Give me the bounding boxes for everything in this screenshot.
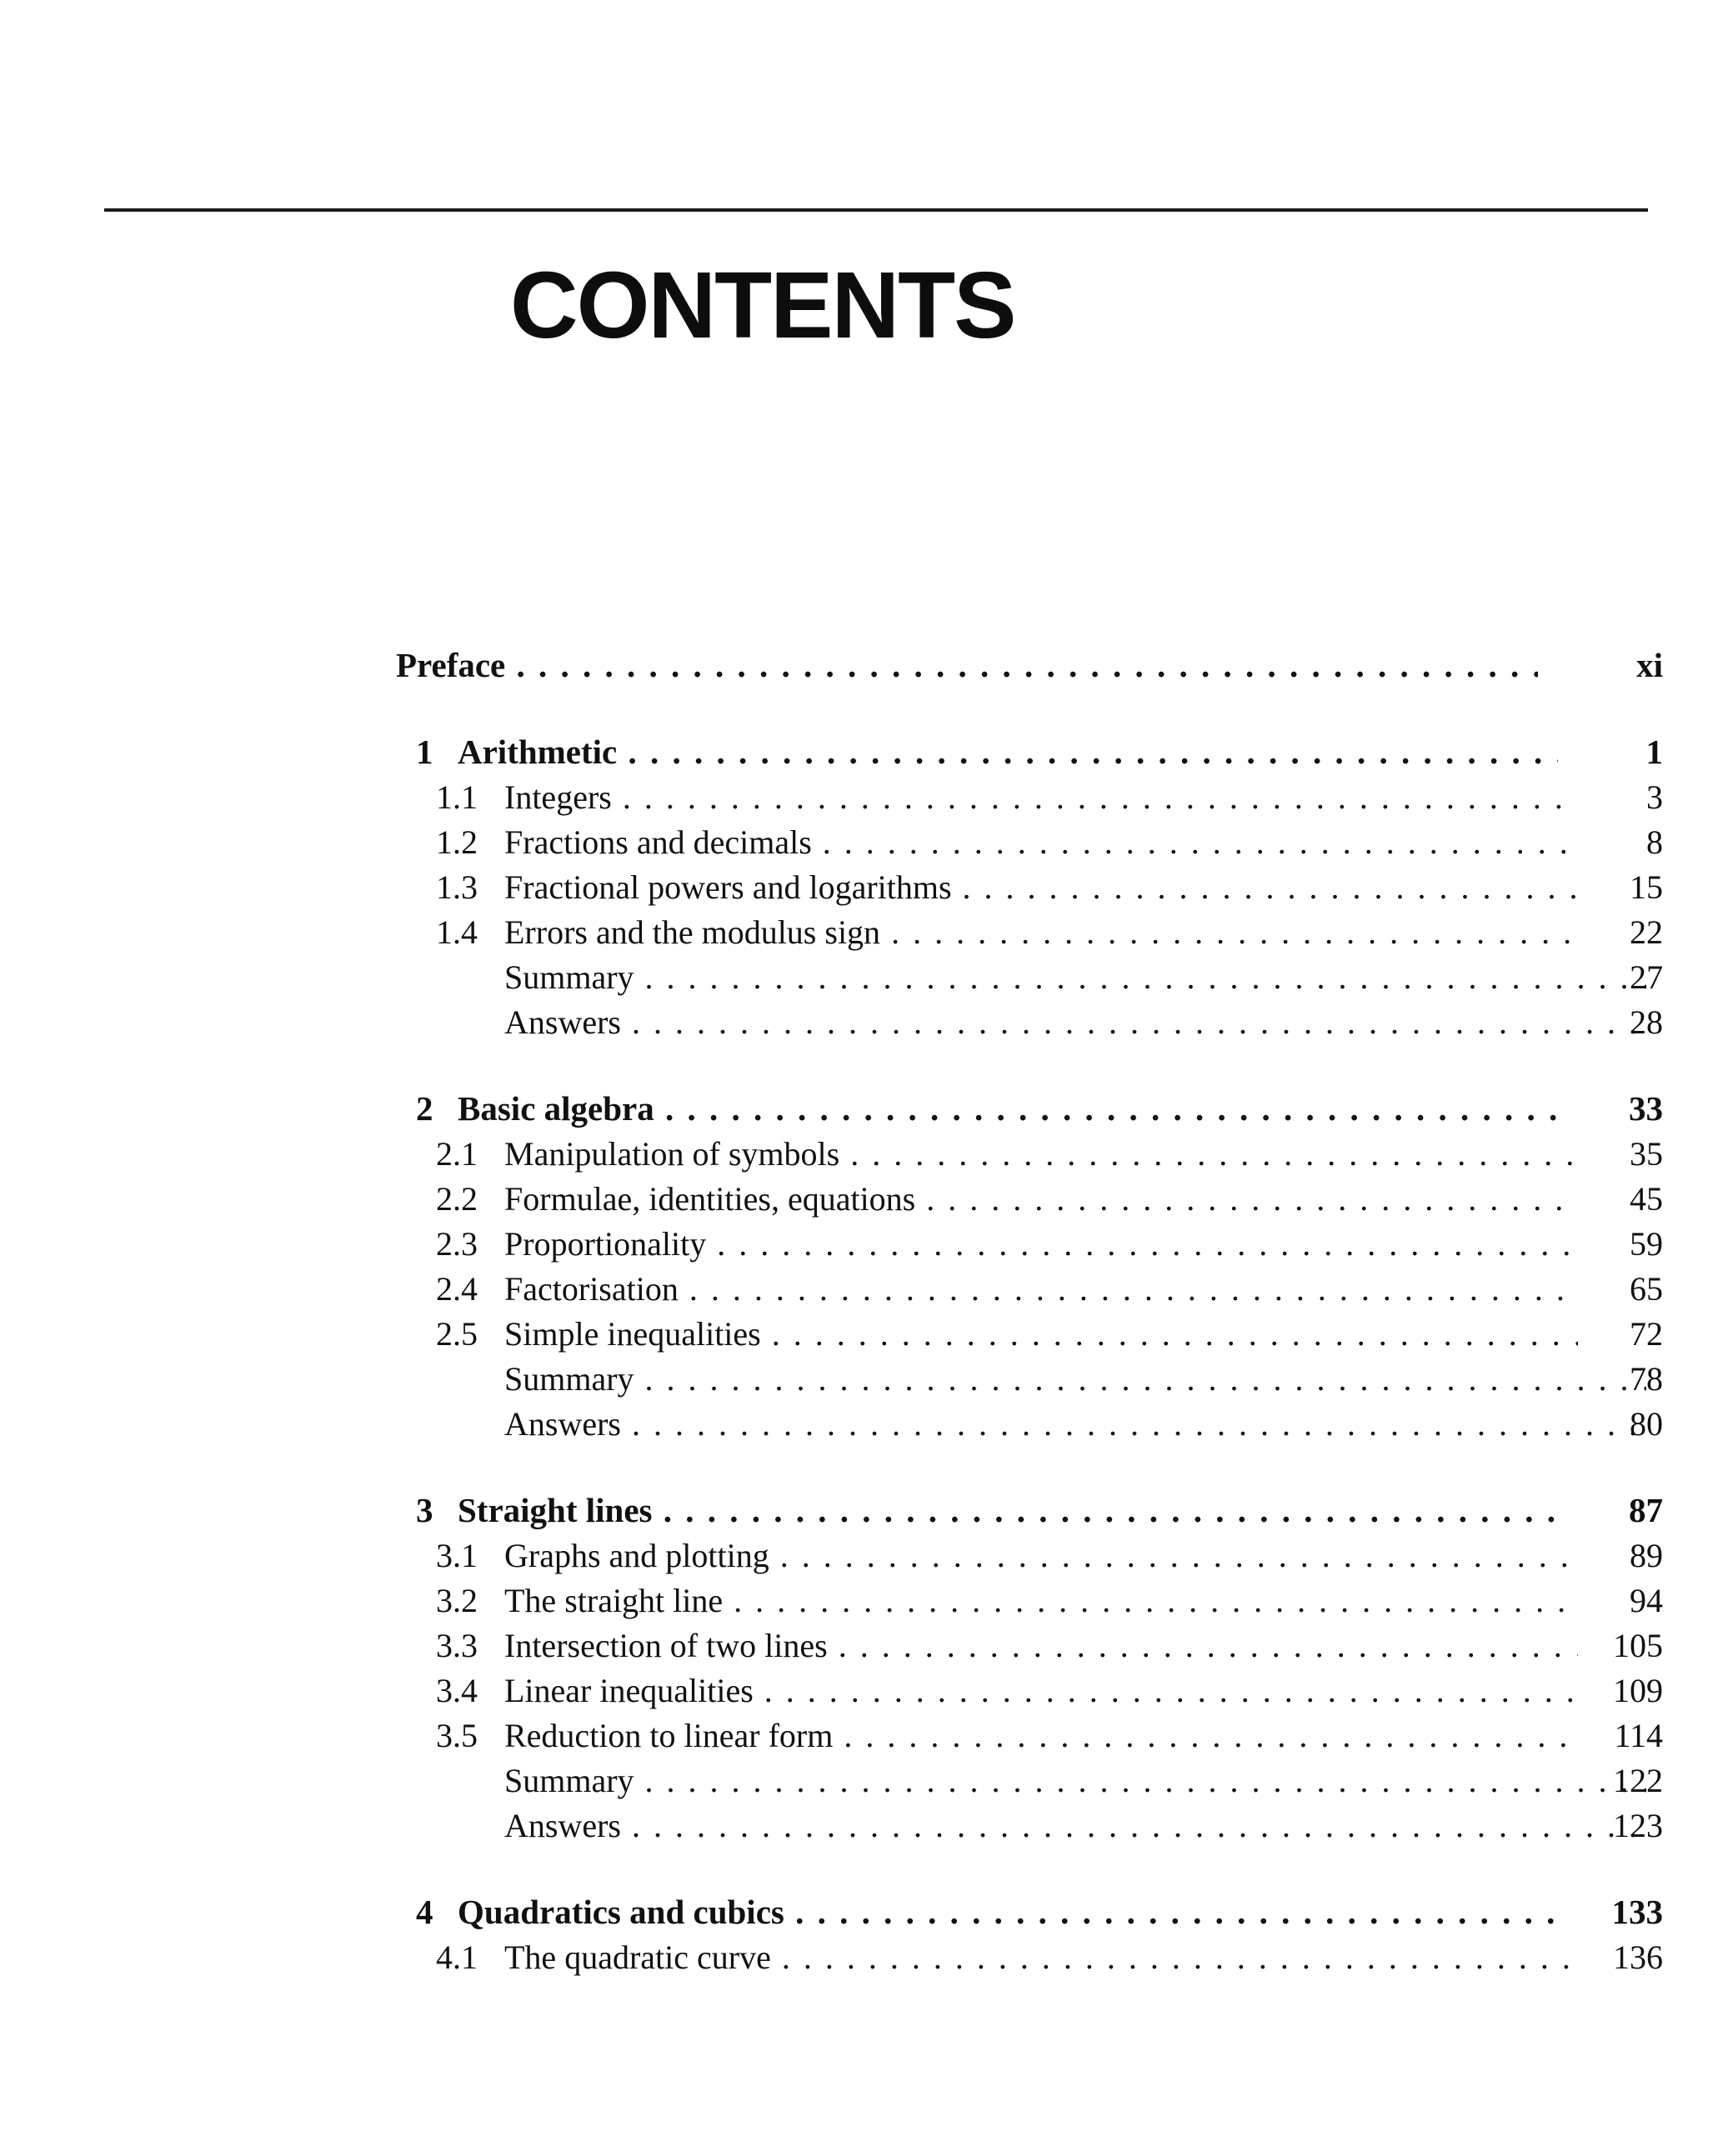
toc-entry-label <box>396 955 1646 1000</box>
toc-entry-title: Answers <box>504 1405 621 1443</box>
toc-entry-label <box>396 865 1578 910</box>
toc-entry-label <box>396 1357 1646 1402</box>
toc-entry-label <box>396 728 1558 775</box>
toc-entry-title: Intersection of two lines <box>504 1627 828 1664</box>
toc-entry-page: 33 <box>1629 1089 1663 1128</box>
toc-entry-number: 1.4 <box>436 913 478 951</box>
toc-entry-number: 3 <box>416 1491 433 1529</box>
toc-entry[interactable] <box>396 775 1663 820</box>
toc-entry-page: 28 <box>1630 1003 1663 1041</box>
toc-entry[interactable] <box>396 1935 1663 1980</box>
toc-entry-number: 2 <box>416 1089 433 1128</box>
toc-entry[interactable] <box>396 1132 1663 1177</box>
toc-entry[interactable] <box>396 1803 1663 1848</box>
toc-entry[interactable] <box>396 1888 1663 1935</box>
toc-entry-number: 3.3 <box>436 1627 478 1664</box>
toc-entry-number: 3.4 <box>436 1672 478 1709</box>
toc-entry-title: Summary <box>504 958 634 996</box>
toc-entry[interactable] <box>396 1312 1663 1357</box>
toc-entry-title: Basic algebra <box>458 1089 654 1128</box>
toc-entry-title: Formulae, identities, equations <box>504 1180 916 1218</box>
toc-entry-title: Graphs and plotting <box>504 1537 769 1574</box>
toc-entry-title: Fractions and decimals <box>504 823 812 861</box>
toc-entry-page: 22 <box>1630 913 1663 951</box>
toc-entry-label <box>396 910 1578 955</box>
toc-entry-page: 1 <box>1645 733 1663 771</box>
toc-entry-number: 2.2 <box>436 1180 478 1218</box>
toc-entry-label <box>396 1758 1646 1803</box>
toc-entry-number: 1.1 <box>436 778 478 816</box>
toc-entry-number: 3.1 <box>436 1537 478 1574</box>
toc-entry-title: Simple inequalities <box>504 1315 761 1353</box>
toc-entry[interactable] <box>396 1533 1663 1578</box>
toc-entry[interactable] <box>396 1222 1663 1267</box>
toc-entry-title: Arithmetic <box>458 733 618 771</box>
toc-entry[interactable] <box>396 642 1663 688</box>
toc-entry-title: Manipulation of symbols <box>504 1135 840 1173</box>
toc-entry-page: 45 <box>1630 1180 1663 1218</box>
toc-entry-page: 8 <box>1646 823 1663 861</box>
toc-entry-page: 89 <box>1630 1537 1663 1574</box>
toc-entry-page: 3 <box>1646 778 1663 816</box>
header-rule <box>104 208 1648 212</box>
toc-entry-title: Integers <box>504 778 612 816</box>
toc-entry-label <box>396 1533 1578 1578</box>
toc-entry-label <box>396 1085 1558 1132</box>
toc-entry[interactable] <box>396 1402 1663 1447</box>
toc-entry-label <box>396 820 1578 865</box>
toc-entry-title: The quadratic curve <box>504 1938 771 1976</box>
toc-entry-number: 4 <box>416 1893 433 1931</box>
toc-entry-label <box>396 1402 1646 1447</box>
toc-entry[interactable] <box>396 1357 1663 1402</box>
toc-entry-title: The straight line <box>504 1582 724 1619</box>
toc-entry-number: 4.1 <box>436 1938 478 1976</box>
toc-entry-page: 109 <box>1613 1672 1663 1709</box>
toc-entry-title: Preface <box>396 646 506 684</box>
toc-entry-title: Fractional powers and logarithms <box>504 868 952 906</box>
toc-entry-label <box>396 1935 1578 1980</box>
toc-entry-label <box>396 1177 1578 1222</box>
toc-entry-title: Reduction to linear form <box>504 1717 834 1754</box>
toc-entry-title: Summary <box>504 1360 634 1398</box>
toc-entry-label <box>396 1578 1578 1623</box>
toc-entry-title: Quadratics and cubics <box>458 1893 784 1931</box>
toc-entry-number: 1 <box>416 733 433 771</box>
toc-entry-label <box>396 1132 1578 1177</box>
toc-entry-page: 123 <box>1613 1807 1663 1844</box>
toc-entry-title: Linear inequalities <box>504 1672 754 1709</box>
toc-entry-page: 35 <box>1630 1135 1663 1173</box>
toc-entry[interactable] <box>396 910 1663 955</box>
toc-entry-label <box>396 1623 1578 1668</box>
toc-entry-label <box>396 1888 1558 1935</box>
toc-entry-number: 1.2 <box>436 823 478 861</box>
toc-entry[interactable] <box>396 1713 1663 1758</box>
toc-entry[interactable] <box>396 865 1663 910</box>
toc-entry-page: 114 <box>1614 1717 1663 1754</box>
toc-entry-page: 78 <box>1630 1360 1663 1398</box>
toc-entry-page: 15 <box>1630 868 1663 906</box>
toc-entry[interactable] <box>396 1177 1663 1222</box>
toc-entry-label <box>396 1487 1558 1533</box>
toc-entry-title: Proportionality <box>504 1225 707 1263</box>
toc-entry-title: Summary <box>504 1762 634 1799</box>
toc-entry[interactable] <box>396 1668 1663 1713</box>
toc-entry-title: Answers <box>504 1003 621 1041</box>
toc-entry[interactable] <box>396 820 1663 865</box>
toc-entry-page: 136 <box>1613 1938 1663 1976</box>
toc-entry-label <box>396 1713 1578 1758</box>
toc-entry-number: 2.1 <box>436 1135 478 1173</box>
toc-entry[interactable] <box>396 1487 1663 1533</box>
toc-entry-label <box>396 1222 1578 1267</box>
toc-entry-page: 94 <box>1630 1582 1663 1619</box>
toc-entry[interactable] <box>396 1085 1663 1132</box>
toc-entry-title: Straight lines <box>458 1491 653 1529</box>
toc-entry[interactable] <box>396 955 1663 1000</box>
toc-entry-label <box>396 1267 1578 1312</box>
toc-entry-title: Factorisation <box>504 1270 679 1308</box>
toc-entry-number: 3.5 <box>436 1717 478 1754</box>
toc-entry-page: 105 <box>1613 1627 1663 1664</box>
toc-entry-page: 59 <box>1630 1225 1663 1263</box>
toc-entry-title: Errors and the modulus sign <box>504 913 881 951</box>
toc-entry-title: Answers <box>504 1807 621 1844</box>
toc-entry-number: 3.2 <box>436 1582 478 1619</box>
toc-entry-number: 2.4 <box>436 1270 478 1308</box>
toc-entry-label <box>396 1803 1646 1848</box>
toc-entry-page: 80 <box>1630 1405 1663 1443</box>
toc-entry[interactable] <box>396 1578 1663 1623</box>
toc-entry-number: 2.5 <box>436 1315 478 1353</box>
toc-entry-number: 2.3 <box>436 1225 478 1263</box>
toc-entry-page: 72 <box>1630 1315 1663 1353</box>
toc-entry-number: 1.3 <box>436 868 478 906</box>
toc-entry-page: 122 <box>1613 1762 1663 1799</box>
toc-entry-label <box>396 642 1538 688</box>
toc-entry-page: 133 <box>1611 1893 1663 1931</box>
toc-entry-label <box>396 1668 1578 1713</box>
table-of-contents <box>396 642 1663 1980</box>
toc-entry-page: xi <box>1636 646 1663 684</box>
page-title: CONTENTS <box>510 253 1015 358</box>
toc-entry-page: 65 <box>1630 1270 1663 1308</box>
toc-entry[interactable] <box>396 1758 1663 1803</box>
toc-entry-label <box>396 1000 1646 1045</box>
toc-entry[interactable] <box>396 728 1663 775</box>
toc-entry-page: 87 <box>1629 1491 1663 1529</box>
toc-entry-page: 27 <box>1630 958 1663 996</box>
toc-entry[interactable] <box>396 1623 1663 1668</box>
toc-entry-label <box>396 775 1578 820</box>
toc-entry-label <box>396 1312 1578 1357</box>
toc-entry[interactable] <box>396 1000 1663 1045</box>
toc-entry[interactable] <box>396 1267 1663 1312</box>
